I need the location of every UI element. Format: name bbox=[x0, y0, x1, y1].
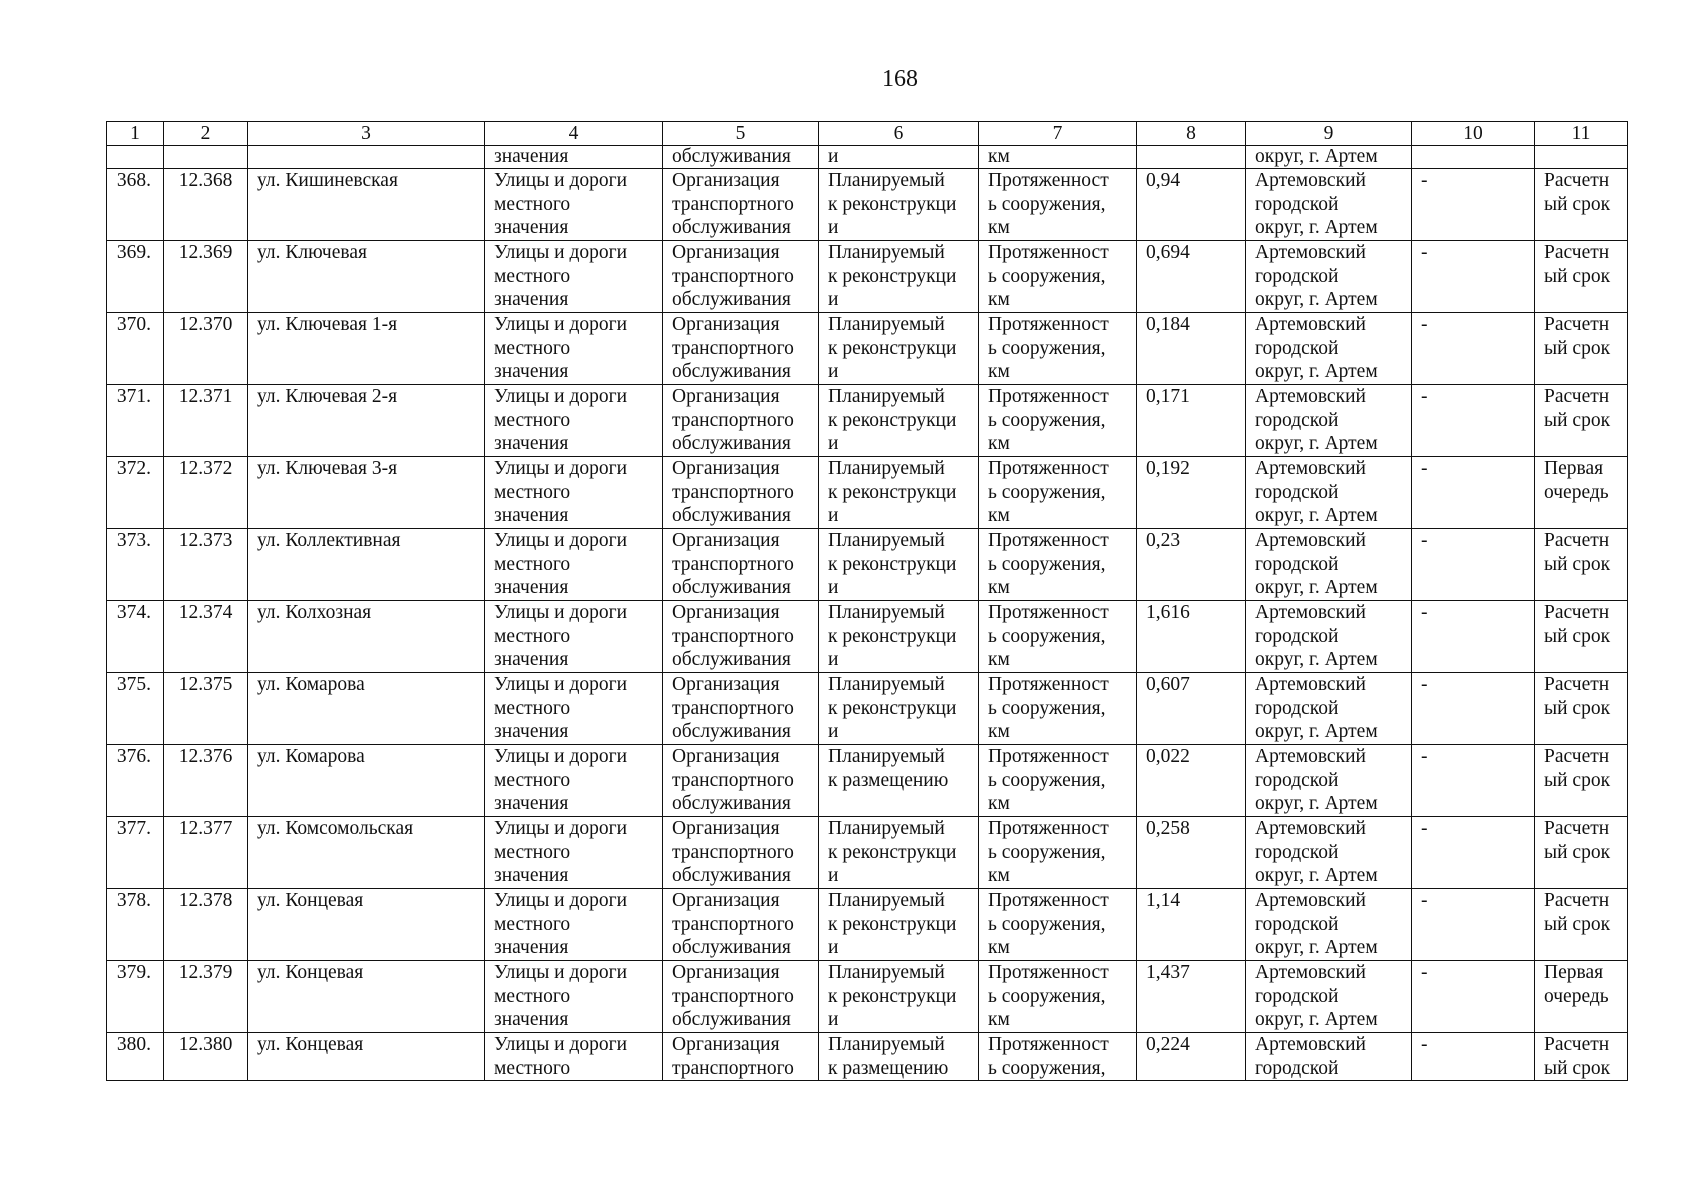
street-name-cell: ул. Концевая bbox=[248, 889, 485, 961]
status-cell: Планируемый к реконструкци и bbox=[819, 673, 979, 745]
length-value-cell: 1,616 bbox=[1137, 601, 1246, 673]
table-row bbox=[107, 889, 1628, 961]
column-10-cell: - bbox=[1412, 1033, 1535, 1081]
length-value-cell: 0,23 bbox=[1137, 529, 1246, 601]
location-cell: Артемовский городской округ, г. Артем bbox=[1246, 169, 1412, 241]
location-cell: Артемовский городской округ, г. Артем bbox=[1246, 457, 1412, 529]
table-cell bbox=[1412, 146, 1535, 169]
object-type-cell: Улицы и дороги местного значения bbox=[485, 385, 663, 457]
column-10-cell: - bbox=[1412, 457, 1535, 529]
length-value-cell: 0,192 bbox=[1137, 457, 1246, 529]
column-10-cell: - bbox=[1412, 169, 1535, 241]
column-10-cell: - bbox=[1412, 889, 1535, 961]
purpose-cell: Организация транспортного обслуживания bbox=[663, 601, 819, 673]
object-type-cell: Улицы и дороги местного значения bbox=[485, 457, 663, 529]
street-name-cell: ул. Концевая bbox=[248, 1033, 485, 1081]
street-name-cell: ул. Кишиневская bbox=[248, 169, 485, 241]
row-number-cell: 370. bbox=[107, 313, 164, 385]
location-cell: Артемовский городской округ, г. Артем bbox=[1246, 673, 1412, 745]
object-code-cell: 12.379 bbox=[164, 961, 248, 1033]
table-row bbox=[107, 313, 1628, 385]
priority-cell: Расчетн ый срок bbox=[1535, 745, 1628, 817]
measure-cell: Протяженност ь сооружения, км bbox=[979, 961, 1137, 1033]
priority-cell: Расчетн ый срок bbox=[1535, 313, 1628, 385]
object-code-cell: 12.373 bbox=[164, 529, 248, 601]
status-cell: Планируемый к реконструкци и bbox=[819, 457, 979, 529]
priority-cell: Расчетн ый срок bbox=[1535, 1033, 1628, 1081]
table-row bbox=[107, 169, 1628, 241]
column-number: 10 bbox=[1412, 122, 1535, 146]
status-cell: Планируемый к реконструкци и bbox=[819, 313, 979, 385]
table-row bbox=[107, 817, 1628, 889]
column-number: 4 bbox=[485, 122, 663, 146]
table-cell: обслуживания bbox=[663, 146, 819, 169]
column-number: 1 bbox=[107, 122, 164, 146]
column-10-cell: - bbox=[1412, 385, 1535, 457]
table-row bbox=[107, 961, 1628, 1033]
measure-cell: Протяженност ь сооружения, км bbox=[979, 385, 1137, 457]
location-cell: Артемовский городской округ, г. Артем bbox=[1246, 745, 1412, 817]
purpose-cell: Организация транспортного обслуживания bbox=[663, 169, 819, 241]
table-row bbox=[107, 673, 1628, 745]
priority-cell: Первая очередь bbox=[1535, 961, 1628, 1033]
row-number-cell: 375. bbox=[107, 673, 164, 745]
row-number-cell: 380. bbox=[107, 1033, 164, 1081]
priority-cell: Первая очередь bbox=[1535, 457, 1628, 529]
location-cell: Артемовский городской округ, г. Артем bbox=[1246, 529, 1412, 601]
column-number: 6 bbox=[819, 122, 979, 146]
location-cell: Артемовский городской округ, г. Артем bbox=[1246, 601, 1412, 673]
table-cell: км bbox=[979, 146, 1137, 169]
registry-table bbox=[106, 121, 1628, 1081]
street-name-cell: ул. Комарова bbox=[248, 673, 485, 745]
column-10-cell: - bbox=[1412, 529, 1535, 601]
table-row bbox=[107, 745, 1628, 817]
length-value-cell: 0,171 bbox=[1137, 385, 1246, 457]
status-cell: Планируемый к реконструкци и bbox=[819, 889, 979, 961]
purpose-cell: Организация транспортного обслуживания bbox=[663, 745, 819, 817]
status-cell: Планируемый к реконструкци и bbox=[819, 529, 979, 601]
street-name-cell: ул. Ключевая 1-я bbox=[248, 313, 485, 385]
column-number: 2 bbox=[164, 122, 248, 146]
status-cell: Планируемый к реконструкци и bbox=[819, 169, 979, 241]
status-cell: Планируемый к реконструкци и bbox=[819, 241, 979, 313]
priority-cell: Расчетн ый срок bbox=[1535, 169, 1628, 241]
object-type-cell: Улицы и дороги местного значения bbox=[485, 313, 663, 385]
column-10-cell: - bbox=[1412, 745, 1535, 817]
purpose-cell: Организация транспортного bbox=[663, 1033, 819, 1081]
table-row bbox=[107, 529, 1628, 601]
continuation-row bbox=[107, 146, 1628, 169]
length-value-cell: 0,258 bbox=[1137, 817, 1246, 889]
length-value-cell: 0,94 bbox=[1137, 169, 1246, 241]
measure-cell: Протяженност ь сооружения, км bbox=[979, 673, 1137, 745]
measure-cell: Протяженност ь сооружения, км bbox=[979, 529, 1137, 601]
purpose-cell: Организация транспортного обслуживания bbox=[663, 817, 819, 889]
length-value-cell: 0,694 bbox=[1137, 241, 1246, 313]
row-number-cell: 368. bbox=[107, 169, 164, 241]
object-code-cell: 12.377 bbox=[164, 817, 248, 889]
street-name-cell: ул. Ключевая 2-я bbox=[248, 385, 485, 457]
column-number: 3 bbox=[248, 122, 485, 146]
length-value-cell: 0,184 bbox=[1137, 313, 1246, 385]
object-code-cell: 12.378 bbox=[164, 889, 248, 961]
street-name-cell: ул. Комсомольская bbox=[248, 817, 485, 889]
street-name-cell: ул. Коллективная bbox=[248, 529, 485, 601]
length-value-cell: 1,437 bbox=[1137, 961, 1246, 1033]
column-10-cell: - bbox=[1412, 817, 1535, 889]
table-cell bbox=[1137, 146, 1246, 169]
object-type-cell: Улицы и дороги местного значения bbox=[485, 817, 663, 889]
object-code-cell: 12.380 bbox=[164, 1033, 248, 1081]
location-cell: Артемовский городской bbox=[1246, 1033, 1412, 1081]
table-row bbox=[107, 385, 1628, 457]
table-cell bbox=[1535, 146, 1628, 169]
row-number-cell: 373. bbox=[107, 529, 164, 601]
status-cell: Планируемый к реконструкци и bbox=[819, 385, 979, 457]
length-value-cell: 0,022 bbox=[1137, 745, 1246, 817]
table-cell bbox=[107, 146, 164, 169]
row-number-cell: 378. bbox=[107, 889, 164, 961]
table-row bbox=[107, 241, 1628, 313]
measure-cell: Протяженност ь сооружения, км bbox=[979, 457, 1137, 529]
column-number: 7 bbox=[979, 122, 1137, 146]
object-type-cell: Улицы и дороги местного значения bbox=[485, 601, 663, 673]
location-cell: Артемовский городской округ, г. Артем bbox=[1246, 817, 1412, 889]
object-type-cell: Улицы и дороги местного значения bbox=[485, 241, 663, 313]
row-number-cell: 369. bbox=[107, 241, 164, 313]
object-type-cell: Улицы и дороги местного значения bbox=[485, 745, 663, 817]
length-value-cell: 0,607 bbox=[1137, 673, 1246, 745]
object-code-cell: 12.371 bbox=[164, 385, 248, 457]
street-name-cell: ул. Комарова bbox=[248, 745, 485, 817]
column-number: 9 bbox=[1246, 122, 1412, 146]
table-cell: и bbox=[819, 146, 979, 169]
location-cell: Артемовский городской округ, г. Артем bbox=[1246, 961, 1412, 1033]
street-name-cell: ул. Концевая bbox=[248, 961, 485, 1033]
priority-cell: Расчетн ый срок bbox=[1535, 817, 1628, 889]
column-10-cell: - bbox=[1412, 313, 1535, 385]
column-10-cell: - bbox=[1412, 601, 1535, 673]
street-name-cell: ул. Колхозная bbox=[248, 601, 485, 673]
table-row bbox=[107, 457, 1628, 529]
street-name-cell: ул. Ключевая 3-я bbox=[248, 457, 485, 529]
purpose-cell: Организация транспортного обслуживания bbox=[663, 673, 819, 745]
measure-cell: Протяженност ь сооружения, bbox=[979, 1033, 1137, 1081]
table-row bbox=[107, 1033, 1628, 1081]
row-number-cell: 377. bbox=[107, 817, 164, 889]
length-value-cell: 0,224 bbox=[1137, 1033, 1246, 1081]
column-10-cell: - bbox=[1412, 241, 1535, 313]
priority-cell: Расчетн ый срок bbox=[1535, 673, 1628, 745]
row-number-cell: 371. bbox=[107, 385, 164, 457]
status-cell: Планируемый к размещению bbox=[819, 1033, 979, 1081]
column-number: 11 bbox=[1535, 122, 1628, 146]
measure-cell: Протяженност ь сооружения, км bbox=[979, 817, 1137, 889]
column-number: 5 bbox=[663, 122, 819, 146]
object-code-cell: 12.374 bbox=[164, 601, 248, 673]
priority-cell: Расчетн ый срок bbox=[1535, 385, 1628, 457]
length-value-cell: 1,14 bbox=[1137, 889, 1246, 961]
status-cell: Планируемый к размещению bbox=[819, 745, 979, 817]
location-cell: Артемовский городской округ, г. Артем bbox=[1246, 241, 1412, 313]
purpose-cell: Организация транспортного обслуживания bbox=[663, 889, 819, 961]
measure-cell: Протяженност ь сооружения, км bbox=[979, 313, 1137, 385]
purpose-cell: Организация транспортного обслуживания bbox=[663, 529, 819, 601]
table-row bbox=[107, 601, 1628, 673]
measure-cell: Протяженност ь сооружения, км bbox=[979, 745, 1137, 817]
purpose-cell: Организация транспортного обслуживания bbox=[663, 385, 819, 457]
row-number-cell: 376. bbox=[107, 745, 164, 817]
column-10-cell: - bbox=[1412, 673, 1535, 745]
row-number-cell: 379. bbox=[107, 961, 164, 1033]
object-code-cell: 12.370 bbox=[164, 313, 248, 385]
measure-cell: Протяженност ь сооружения, км bbox=[979, 889, 1137, 961]
status-cell: Планируемый к реконструкци и bbox=[819, 817, 979, 889]
table-cell: значения bbox=[485, 146, 663, 169]
purpose-cell: Организация транспортного обслуживания bbox=[663, 241, 819, 313]
priority-cell: Расчетн ый срок bbox=[1535, 601, 1628, 673]
object-type-cell: Улицы и дороги местного значения bbox=[485, 529, 663, 601]
object-type-cell: Улицы и дороги местного значения bbox=[485, 889, 663, 961]
column-10-cell: - bbox=[1412, 961, 1535, 1033]
status-cell: Планируемый к реконструкци и bbox=[819, 601, 979, 673]
priority-cell: Расчетн ый срок bbox=[1535, 241, 1628, 313]
status-cell: Планируемый к реконструкци и bbox=[819, 961, 979, 1033]
table-cell: округ, г. Артем bbox=[1246, 146, 1412, 169]
priority-cell: Расчетн ый срок bbox=[1535, 889, 1628, 961]
measure-cell: Протяженност ь сооружения, км bbox=[979, 601, 1137, 673]
street-name-cell: ул. Ключевая bbox=[248, 241, 485, 313]
priority-cell: Расчетн ый срок bbox=[1535, 529, 1628, 601]
purpose-cell: Организация транспортного обслуживания bbox=[663, 961, 819, 1033]
object-type-cell: Улицы и дороги местного значения bbox=[485, 673, 663, 745]
table-cell bbox=[164, 146, 248, 169]
measure-cell: Протяженност ь сооружения, км bbox=[979, 241, 1137, 313]
object-code-cell: 12.368 bbox=[164, 169, 248, 241]
table-cell bbox=[248, 146, 485, 169]
object-code-cell: 12.376 bbox=[164, 745, 248, 817]
purpose-cell: Организация транспортного обслуживания bbox=[663, 457, 819, 529]
column-number: 8 bbox=[1137, 122, 1246, 146]
location-cell: Артемовский городской округ, г. Артем bbox=[1246, 385, 1412, 457]
object-code-cell: 12.372 bbox=[164, 457, 248, 529]
object-code-cell: 12.369 bbox=[164, 241, 248, 313]
location-cell: Артемовский городской округ, г. Артем bbox=[1246, 313, 1412, 385]
column-number-row bbox=[107, 122, 1628, 146]
object-type-cell: Улицы и дороги местного значения bbox=[485, 169, 663, 241]
row-number-cell: 374. bbox=[107, 601, 164, 673]
page-number: 168 bbox=[882, 66, 918, 92]
object-type-cell: Улицы и дороги местного значения bbox=[485, 961, 663, 1033]
measure-cell: Протяженност ь сооружения, км bbox=[979, 169, 1137, 241]
object-code-cell: 12.375 bbox=[164, 673, 248, 745]
purpose-cell: Организация транспортного обслуживания bbox=[663, 313, 819, 385]
row-number-cell: 372. bbox=[107, 457, 164, 529]
location-cell: Артемовский городской округ, г. Артем bbox=[1246, 889, 1412, 961]
object-type-cell: Улицы и дороги местного bbox=[485, 1033, 663, 1081]
